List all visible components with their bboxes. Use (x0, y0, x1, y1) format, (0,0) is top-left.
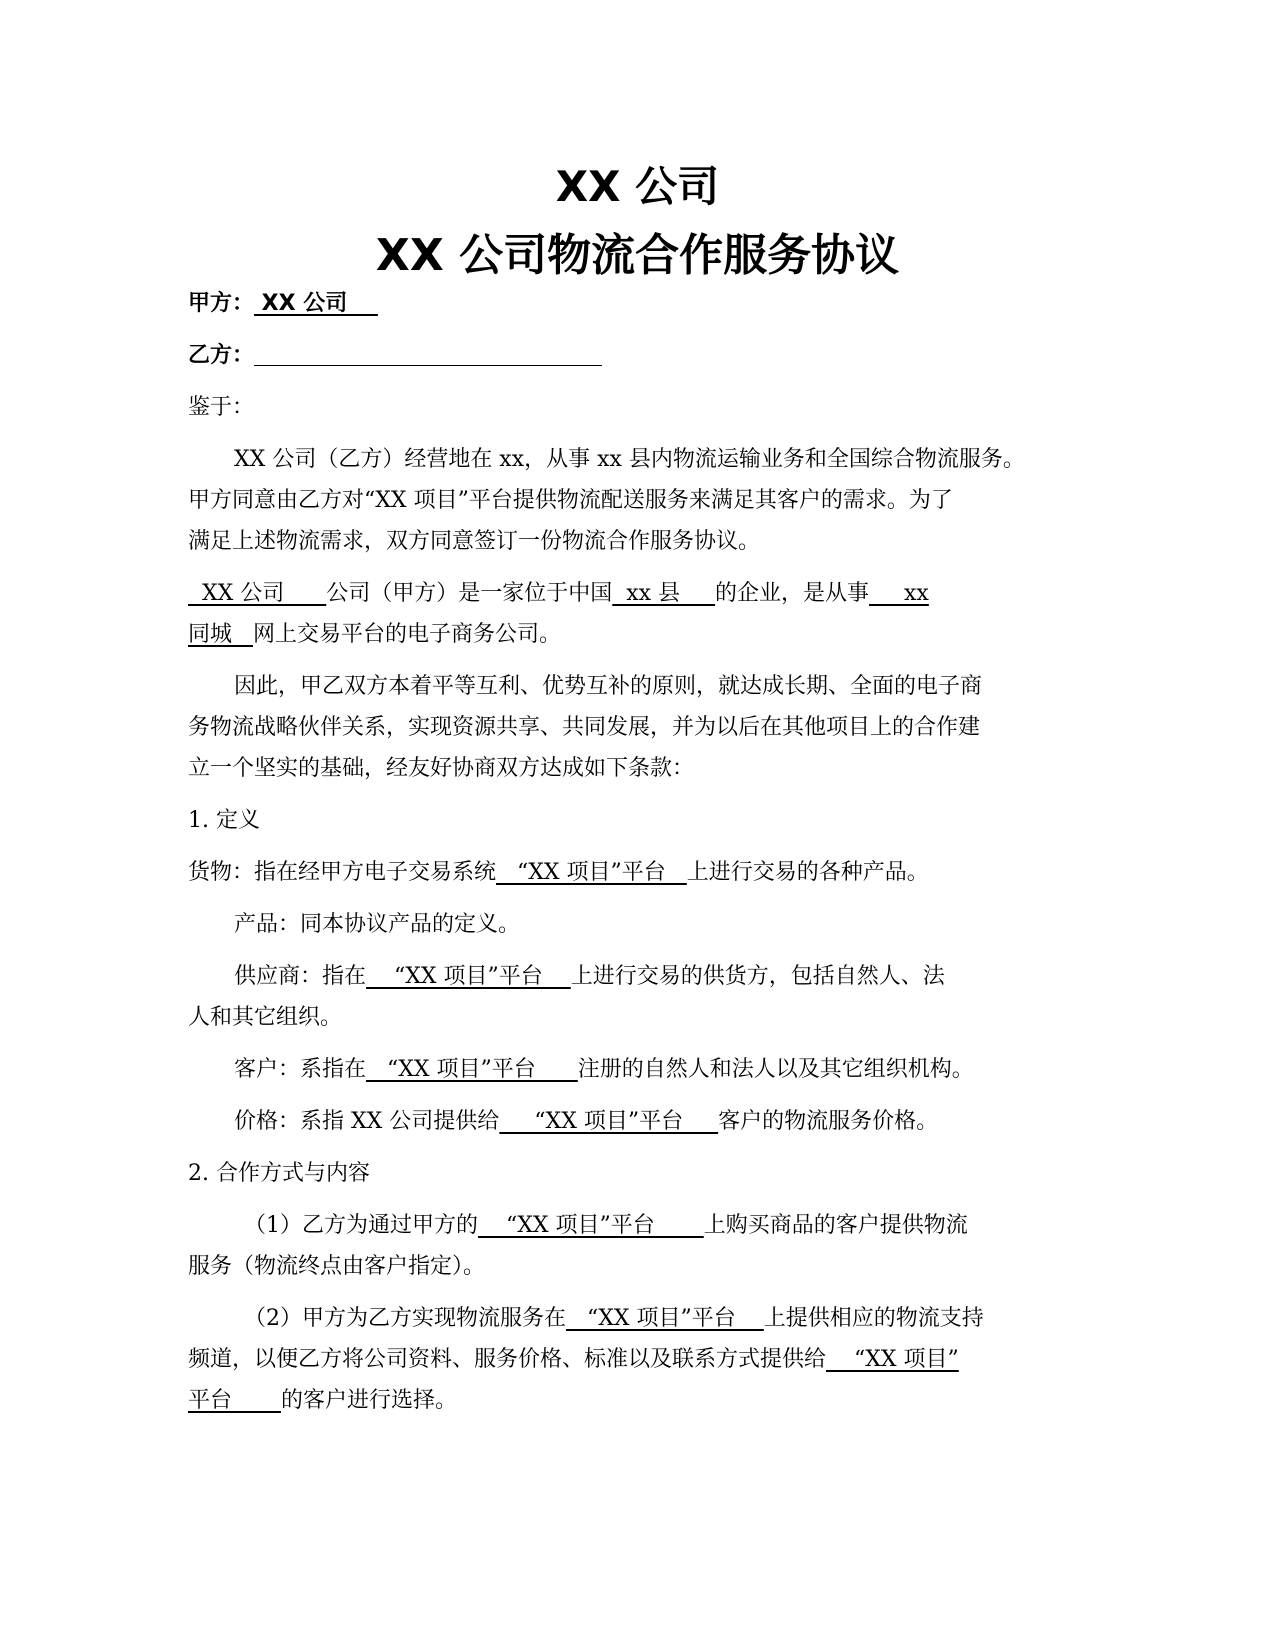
text-span: 公司（甲方）是一家位于中国 (326, 581, 613, 606)
text-span: 客户的物流服务价格。 (718, 1109, 939, 1134)
section-1-heading: 1. 定义 (188, 808, 260, 833)
platform-blank-cont: 平台 (188, 1388, 281, 1413)
definition-goods (188, 852, 1088, 894)
item-1-line-1 (244, 1205, 1144, 1247)
definition-price (234, 1101, 1134, 1143)
party-a-label: 甲方： (188, 291, 255, 316)
text-span: 的客户进行选择。 (280, 1388, 457, 1413)
text-span: 的企业，是从事 (715, 581, 870, 606)
paragraph-1-line-1: XX 公司（乙方）经营地在 xx，从事 xx 县内物流运输业务和全国综合物流服务。 (234, 447, 1025, 472)
location-blank: xx 县 (612, 581, 716, 606)
platform-blank: “XX 项目” (826, 1347, 959, 1372)
agreement-title: XX 公司物流合作服务协议 (375, 230, 900, 281)
whereas-label: 鉴于： (188, 395, 255, 420)
text-span: 注册的自然人和法人以及其它组织机构。 (577, 1057, 974, 1082)
paragraph-2-line-2 (188, 614, 1088, 656)
item-1-line-2: 服务（物流终点由客户指定）。 (188, 1254, 486, 1279)
platform-blank: “XX 项目”平台 (496, 860, 687, 885)
item-2-line-3 (188, 1380, 1088, 1422)
text-span: 上提供相应的物流支持 (763, 1306, 984, 1331)
item-2-line-1 (244, 1298, 1144, 1340)
definition-customer (234, 1049, 1134, 1091)
party-b-blank (254, 341, 602, 366)
definition-supplier-cont: 人和其它组织。 (188, 1005, 343, 1030)
definition-product: 产品：同本协议产品的定义。 (234, 912, 521, 937)
platform-blank: “XX 项目”平台 (366, 964, 571, 989)
text-span: （1）乙方为通过甲方的 (244, 1213, 478, 1238)
paragraph-3-line-1: 因此，甲乙双方本着平等互利、优势互补的原则，就达成长期、全面的电子商 (234, 674, 983, 699)
paragraph-1-line-2: 甲方同意由乙方对“XX 项目”平台提供物流配送服务来满足其客户的需求。为了 (188, 488, 953, 513)
party-b-label: 乙方： (188, 343, 255, 368)
text-span: 货物：指在经甲方电子交易系统 (188, 860, 497, 885)
business-blank-cont: 同城 (188, 622, 253, 647)
company-title: XX 公司 (555, 162, 720, 211)
party-a-value: XX 公司 (254, 291, 378, 316)
text-span: 客户：系指在 (234, 1057, 367, 1082)
text-span: 网上交易平台的电子商务公司。 (252, 622, 561, 647)
text-span: 上进行交易的供货方，包括自然人、法 (570, 964, 945, 989)
definition-supplier (234, 956, 1134, 998)
party-a-line (188, 283, 1088, 325)
text-span: 价格：系指 XX 公司提供给 (234, 1109, 500, 1134)
text-span: 上进行交易的各种产品。 (686, 860, 929, 885)
text-span: 频道，以便乙方将公司资料、服务价格、标准以及联系方式提供给 (188, 1347, 827, 1372)
text-span: 上购买商品的客户提供物流 (703, 1213, 968, 1238)
paragraph-3-line-2: 务物流战略伙伴关系，实现资源共享、共同发展，并为以后在其他项目上的合作建 (188, 715, 981, 740)
platform-blank: “XX 项目”平台 (366, 1057, 578, 1082)
item-2-line-2 (188, 1339, 1088, 1381)
paragraph-3-line-3: 立一个坚实的基础，经友好协商双方达成如下条款： (188, 756, 695, 781)
party-a-name-blank: XX 公司 (188, 581, 327, 606)
platform-blank: “XX 项目”平台 (499, 1109, 719, 1134)
text-span: 供应商：指在 (234, 964, 367, 989)
text-span: （2）甲方为乙方实现物流服务在 (244, 1306, 566, 1331)
platform-blank: “XX 项目”平台 (478, 1213, 704, 1238)
paragraph-1-line-3: 满足上述物流需求，双方同意签订一份物流合作服务协议。 (188, 529, 761, 554)
section-2-heading: 2. 合作方式与内容 (188, 1161, 370, 1186)
party-b-line (188, 335, 1088, 377)
business-blank: xx (869, 581, 929, 606)
paragraph-2-line-1 (188, 573, 1088, 615)
platform-blank: “XX 项目”平台 (566, 1306, 764, 1331)
